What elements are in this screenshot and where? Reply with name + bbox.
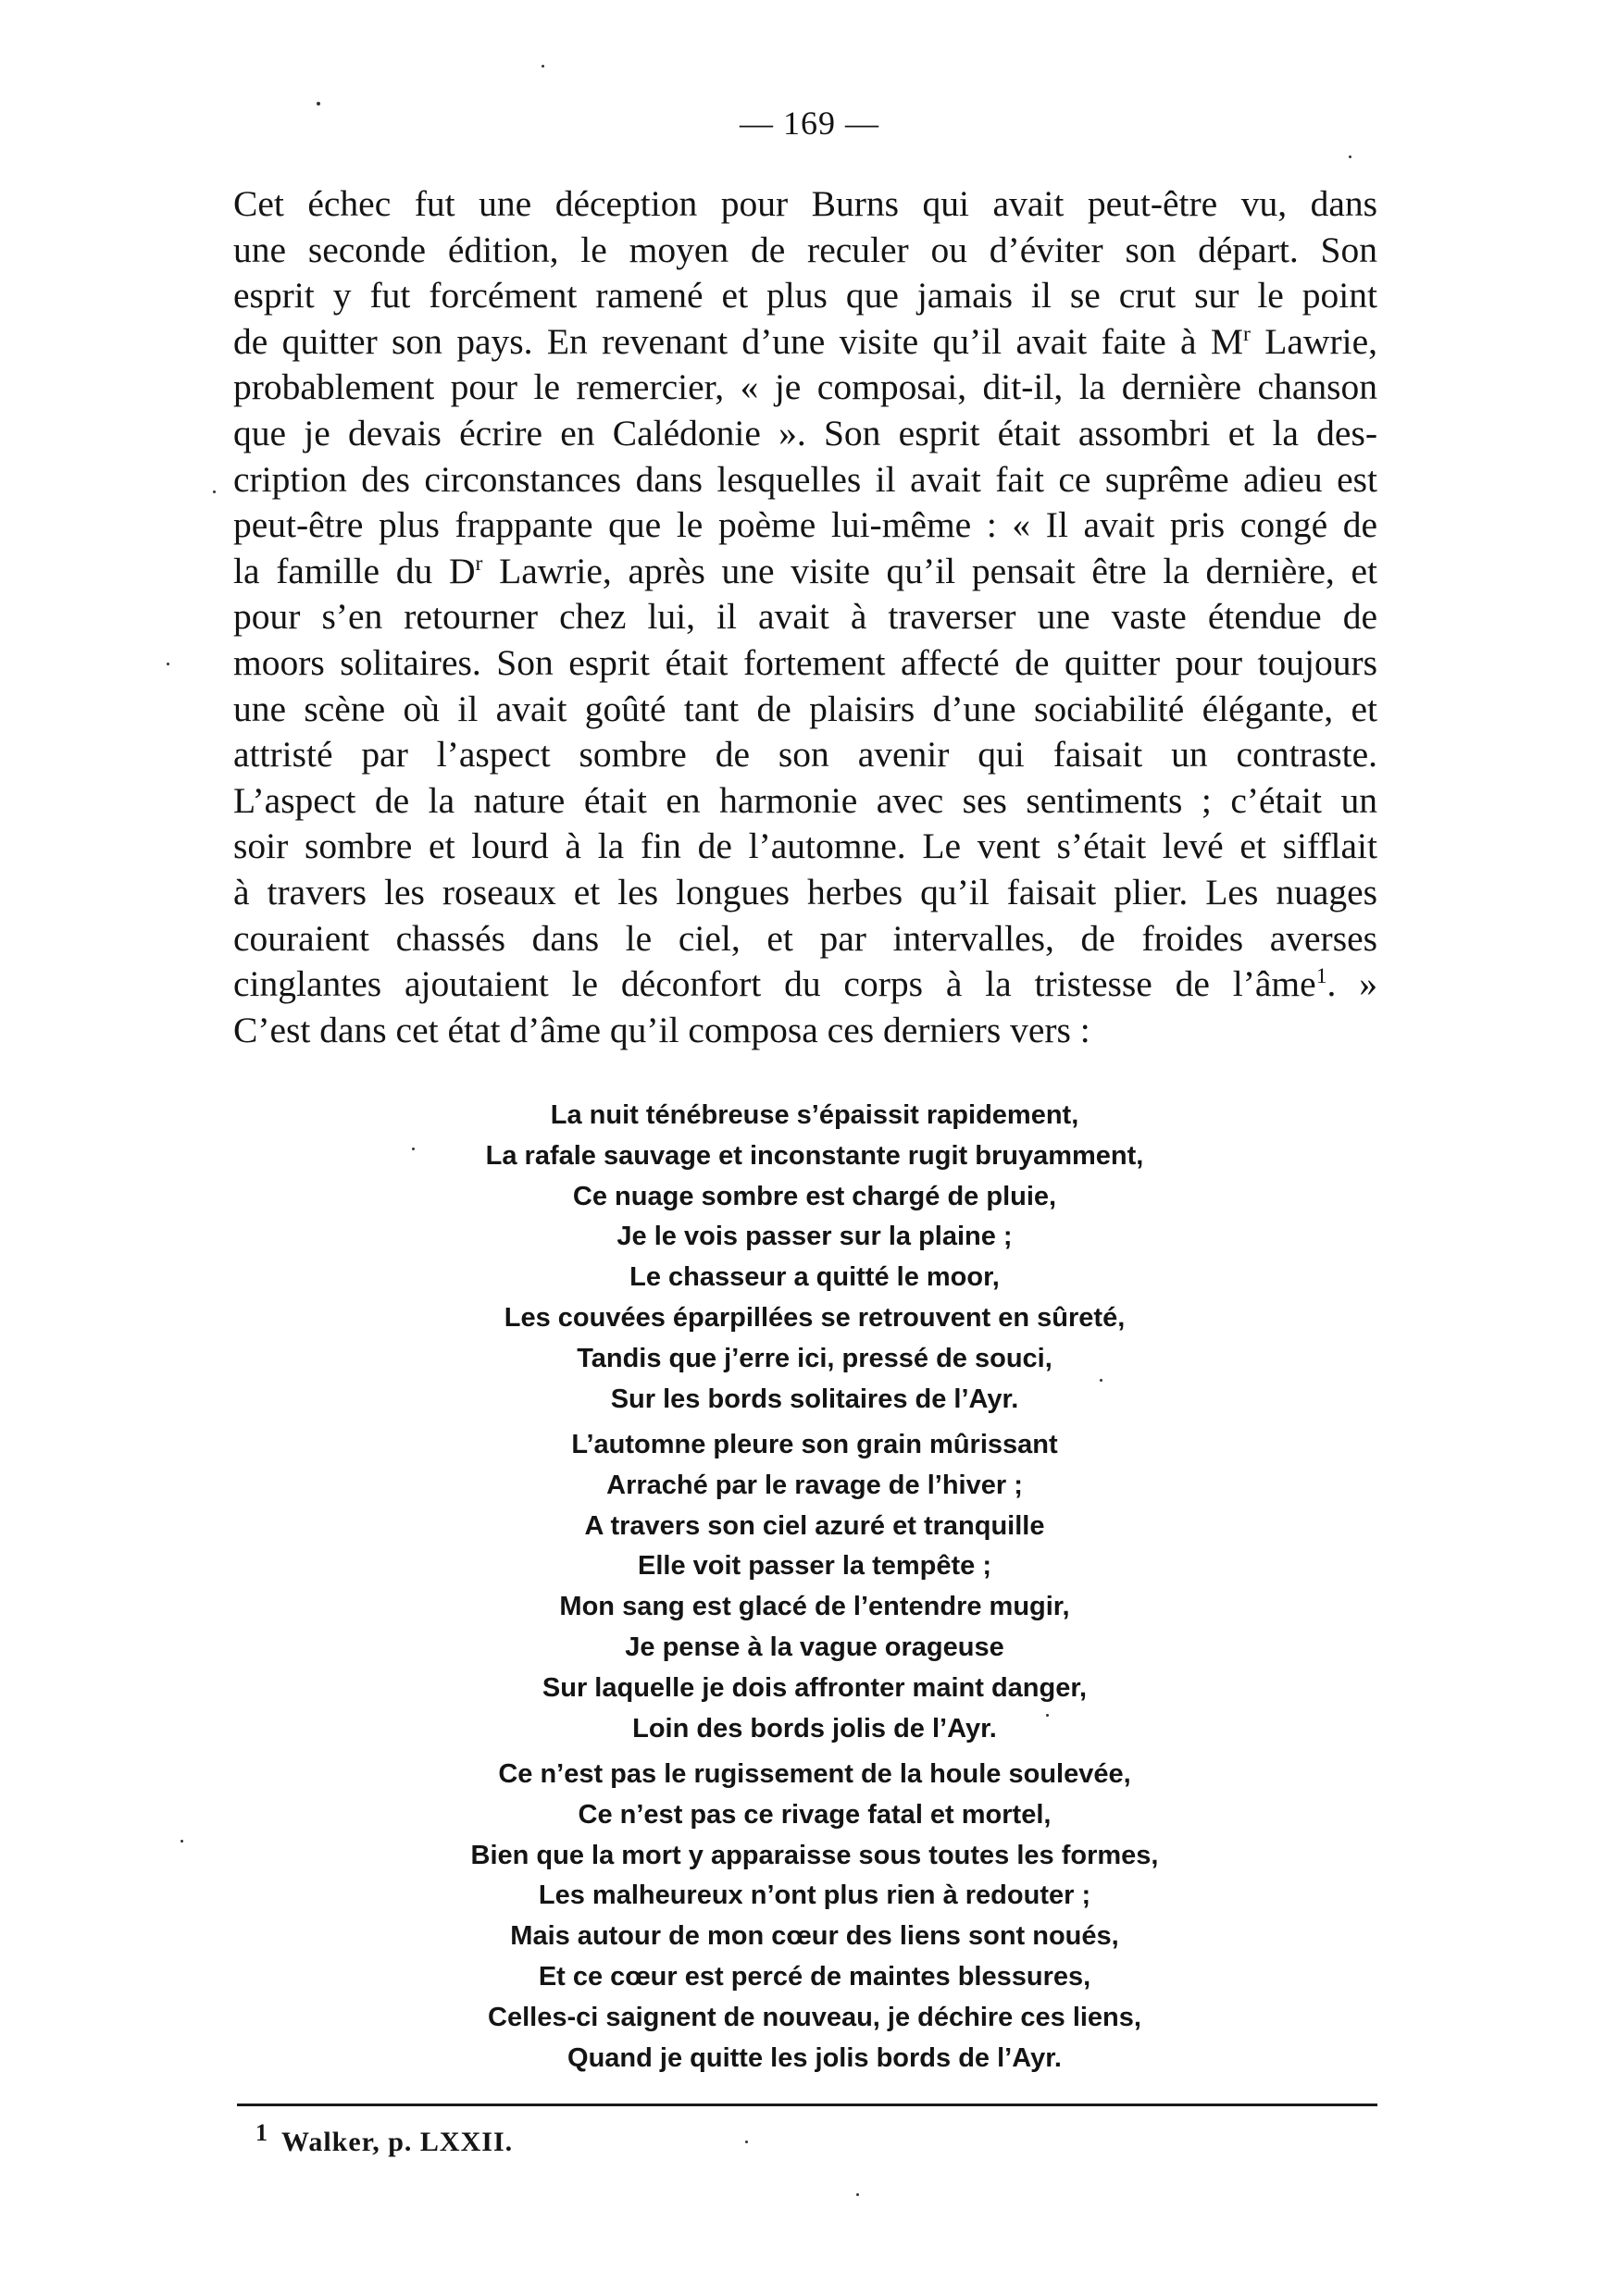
prose-line-text: cinglantes ajoutaient le déconfort du corps à la tristesse de l’âme bbox=[233, 963, 1316, 1005]
verse-line: Arraché par le ravage de l’hiver ; bbox=[606, 1470, 1023, 1500]
prose-paragraph bbox=[233, 181, 1377, 1053]
scan-speck bbox=[412, 1148, 415, 1150]
verse-line: Ce n’est pas le rugissement de la houle soulevée, bbox=[498, 1759, 1131, 1789]
verse-line: Le chasseur a quitté le moor, bbox=[629, 1262, 1000, 1293]
scan-speck bbox=[167, 663, 169, 665]
poem-stanza-3 bbox=[398, 1755, 1231, 2079]
scan-speck bbox=[317, 102, 320, 105]
verse-line: Loin des bords jolis de l’Ayr. bbox=[632, 1713, 997, 1744]
prose-line: C’est dans cet état d’âme qu’il composa ces derniers vers : bbox=[233, 1009, 1090, 1050]
superscript: r bbox=[475, 551, 483, 576]
scan-speck bbox=[856, 2193, 859, 2196]
footnote-mark: 1 bbox=[255, 2119, 268, 2146]
footnote-divider bbox=[237, 2104, 1377, 2106]
verse-line: Mais autour de mon cœur des liens sont noués, bbox=[510, 1921, 1119, 1952]
prose-line: esprit y fut forcément ramené et plus que jamais il se crut sur le point bbox=[233, 275, 1377, 316]
verse-line: Sur les bords solitaires de l’Ayr. bbox=[610, 1384, 1019, 1414]
verse-line: Ce nuage sombre est chargé de pluie, bbox=[572, 1181, 1057, 1211]
prose-line: Cet échec fut une déception pour Burns qui avait peut-être vu, dans bbox=[233, 183, 1377, 224]
prose-line bbox=[233, 549, 1377, 595]
poem-stanza-2 bbox=[398, 1425, 1231, 1749]
verse-line: Bien que la mort y apparaisse sous toutes les formes, bbox=[470, 1840, 1159, 1870]
verse-line: Mon sang est glacé de l’entendre mugir, bbox=[559, 1592, 1070, 1622]
prose-line-text: de quitter son pays. En revenant d’une visite qu’il avait faite à M bbox=[233, 320, 1244, 362]
prose-line: moors solitaires. Son esprit était fortement affecté de quitter pour toujours bbox=[233, 641, 1377, 683]
prose-line: couraient chassés dans le ciel, et par intervalles, de froides averses bbox=[233, 917, 1377, 959]
verse-line: Ce n’est pas ce rivage fatal et mortel, bbox=[578, 1799, 1052, 1830]
verse-line: A travers son ciel azuré et tranquille bbox=[584, 1510, 1045, 1541]
verse-line: Je le vois passer sur la plaine ; bbox=[616, 1222, 1013, 1252]
verse-line: Tandis que j’erre ici, pressé de souci, bbox=[577, 1343, 1052, 1373]
verse-line: La rafale sauvage et inconstante rugit bruyamment, bbox=[485, 1140, 1144, 1171]
footnote bbox=[255, 2119, 514, 2158]
prose-line-tail: . » bbox=[1326, 963, 1377, 1005]
scan-speck bbox=[542, 65, 544, 68]
verse-line: Les malheureux n’ont plus rien à redouter ; bbox=[538, 1880, 1091, 1911]
verse-line: Elle voit passer la tempête ; bbox=[638, 1551, 991, 1582]
prose-line-text: la famille du D bbox=[233, 550, 476, 591]
scan-speck bbox=[1349, 155, 1351, 158]
scan-speck bbox=[1046, 1714, 1049, 1717]
prose-line: probablement pour le remercier, « je composai, dit-il, la dernière chanson bbox=[233, 366, 1377, 408]
footnote-text: Walker, p. LXXII. bbox=[281, 2127, 514, 2157]
prose-line: pour s’en retourner chez lui, il avait à traverser une vaste étendue de bbox=[233, 596, 1377, 638]
verse-line: Les couvées éparpillées se retrouvent en sûreté, bbox=[504, 1302, 1126, 1333]
verse-line: Je pense à la vague orageuse bbox=[625, 1632, 1004, 1662]
prose-line: une scène où il avait goûté tant de plaisirs d’une sociabilité élégante, et bbox=[233, 688, 1377, 729]
prose-line-tail: Lawrie, après une visite qu’il pensait être la dernière, et bbox=[482, 550, 1377, 591]
prose-line: attristé par l’aspect sombre de son avenir qui faisait un contraste. bbox=[233, 734, 1377, 776]
verse-line: La nuit ténébreuse s’épaissit rapidement, bbox=[550, 1100, 1079, 1130]
verse-line: Celles-ci saignent de nouveau, je déchire ces liens, bbox=[488, 2002, 1141, 2032]
prose-line: à travers les roseaux et les longues herbes qu’il faisait plier. Les nuages bbox=[233, 871, 1377, 912]
verse-line: Et ce cœur est percé de maintes blessures, bbox=[538, 1961, 1091, 1992]
prose-line: que je devais écrire en Calédonie ». Son esprit était assombri et la des- bbox=[233, 412, 1377, 453]
prose-line bbox=[233, 962, 1377, 1008]
verse-line: L’automne pleure son grain mûrissant bbox=[571, 1430, 1058, 1459]
page-number: — 169 — bbox=[740, 105, 879, 142]
scan-speck bbox=[213, 490, 216, 493]
footnote-reference: 1 bbox=[1315, 963, 1327, 988]
prose-line: peut-être plus frappante que le poème lui-même : « Il avait pris congé de bbox=[233, 504, 1377, 546]
prose-line: soir sombre et lourd à la fin de l’automne. Le vent s’était levé et sifflait bbox=[233, 825, 1377, 867]
prose-line: L’aspect de la nature était en harmonie avec ses sentiments ; c’était un bbox=[233, 779, 1377, 821]
prose-line: une seconde édition, le moyen de reculer ou d’éviter son départ. Son bbox=[233, 229, 1377, 270]
verse-line: Sur laquelle je dois affronter maint danger, bbox=[542, 1672, 1088, 1703]
prose-line bbox=[233, 319, 1377, 366]
superscript: r bbox=[1243, 321, 1251, 346]
poem-stanza-1 bbox=[398, 1096, 1231, 1420]
verse-line: Quand je quitte les jolis bords de l’Ayr. bbox=[567, 2042, 1062, 2073]
prose-line: cription des circonstances dans lesquelles il avait fait ce suprême adieu est bbox=[233, 458, 1377, 500]
scan-speck bbox=[745, 2141, 748, 2143]
scan-speck bbox=[181, 1840, 183, 1843]
prose-line-tail: Lawrie, bbox=[1250, 320, 1377, 362]
scan-speck bbox=[1100, 1379, 1102, 1382]
